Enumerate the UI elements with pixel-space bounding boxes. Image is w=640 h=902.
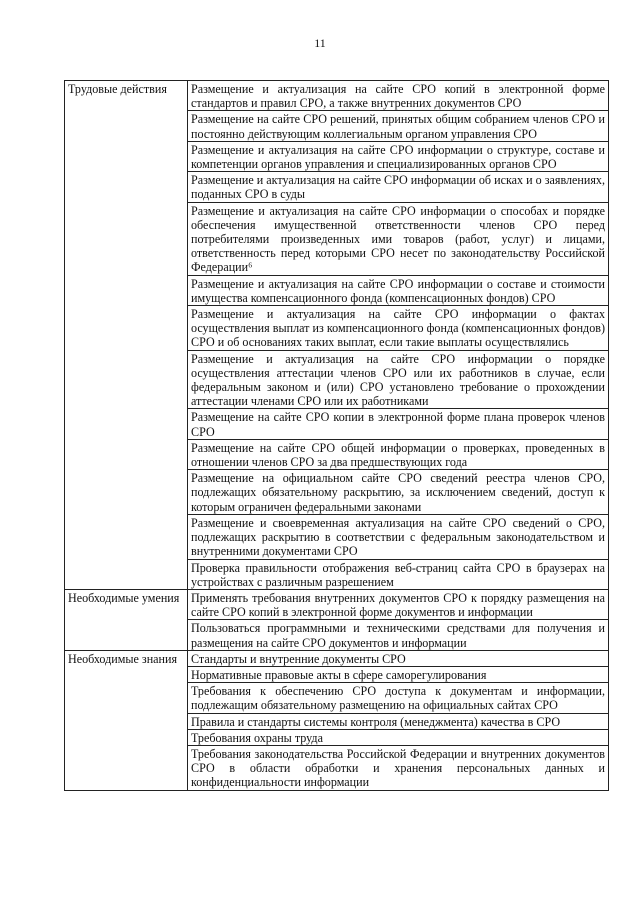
table-cell-text: Применять требования внутренних документов СРО к порядку размещения на сайте СРО копий в электронной форме документов и информации: [188, 589, 609, 619]
table-cell-text: Размещение и актуализация на сайте СРО информации о способах и порядке обеспечения имущественной ответственности членов СРО перед потребителями произведенных ими товаров (работ, услуг) и лицами, ответственность перед которыми СРО несет по законодательству Российской Федерации⁶: [188, 202, 609, 275]
requirements-table: [64, 80, 609, 791]
table-cell-text: Требования законодательства Российской Федерации и внутренних документов СРО в области обработки и хранения персональных данных и конфиденциальности информации: [188, 745, 609, 790]
table-cell-text: Размещение и актуализация на сайте СРО информации о фактах осуществления выплат из компенсационного фонда (компенсационных фондов) СРО и об основаниях таких выплат, если такие выплаты осуществлялись: [188, 306, 609, 351]
table-cell-text: Размещение на сайте СРО общей информации о проверках, проведенных в отношении членов СРО за два предшествующих года: [188, 439, 609, 469]
table-cell-text: Размещение на сайте СРО копии в электронной форме плана проверок членов СРО: [188, 409, 609, 439]
table-row: [65, 650, 609, 666]
table-cell-text: Размещение и актуализация на сайте СРО информации об исках и о заявлениях, поданных СРО в суды: [188, 172, 609, 202]
table-cell-text: Размещение и актуализация на сайте СРО копий в электронной форме стандартов и правил СРО, а также внутренних документов СРО: [188, 81, 609, 111]
table-cell-text: Размещение и актуализация на сайте СРО информации о структуре, составе и компетенции органов управления и специализированных органов СРО: [188, 141, 609, 171]
table-cell-text: Размещение и актуализация на сайте СРО информации о составе и стоимости имущества компенсационного фонда (компенсационных фондов) СРО: [188, 275, 609, 305]
table-cell-text: Требования охраны труда: [188, 729, 609, 745]
table-cell-text: Стандарты и внутренние документы СРО: [188, 650, 609, 666]
table-cell-text: Размещение и своевременная актуализация на сайте СРО сведений о СРО, подлежащих раскрытию в соответствии с федеральным законодательством и внутренними документами СРО: [188, 514, 609, 559]
table-cell-text: Пользоваться программными и техническими средствами для получения и размещения на сайте СРО документов и информации: [188, 620, 609, 650]
table-cell-text: Размещение на сайте СРО решений, принятых общим собранием членов СРО и постоянно действующим коллегиальным органом управления СРО: [188, 111, 609, 141]
table-cell-text: Проверка правильности отображения веб-страниц сайта СРО в браузерах на устройствах с различным разрешением: [188, 559, 609, 589]
table-cell-text: Размещение на официальном сайте СРО сведений реестра членов СРО, подлежащих обязательному раскрытию, за исключением сведений, доступ к которым ограничен федеральными законами: [188, 470, 609, 515]
section-label-labor-actions: Трудовые действия: [65, 81, 188, 590]
table-row: [65, 81, 609, 111]
table-row: [65, 589, 609, 619]
table-cell-text: Правила и стандарты системы контроля (менеджмента) качества в СРО: [188, 713, 609, 729]
section-label-required-knowledge: Необходимые знания: [65, 650, 188, 790]
table-cell-text: Размещение и актуализация на сайте СРО информации о порядке осуществления аттестации членов СРО или их работников в случае, если федеральным законом и (или) СРО установлено требование о прохождении аттестации членами СРО или их работниками: [188, 350, 609, 409]
table-cell-text: Нормативные правовые акты в сфере саморегулирования: [188, 666, 609, 682]
requirements-table-body: [65, 81, 609, 791]
table-cell-text: Требования к обеспечению СРО доступа к документам и информации, подлежащим обязательному размещению на официальных сайтах СРО: [188, 683, 609, 713]
page-number: 11: [314, 36, 326, 50]
section-label-required-skills: Необходимые умения: [65, 589, 188, 650]
